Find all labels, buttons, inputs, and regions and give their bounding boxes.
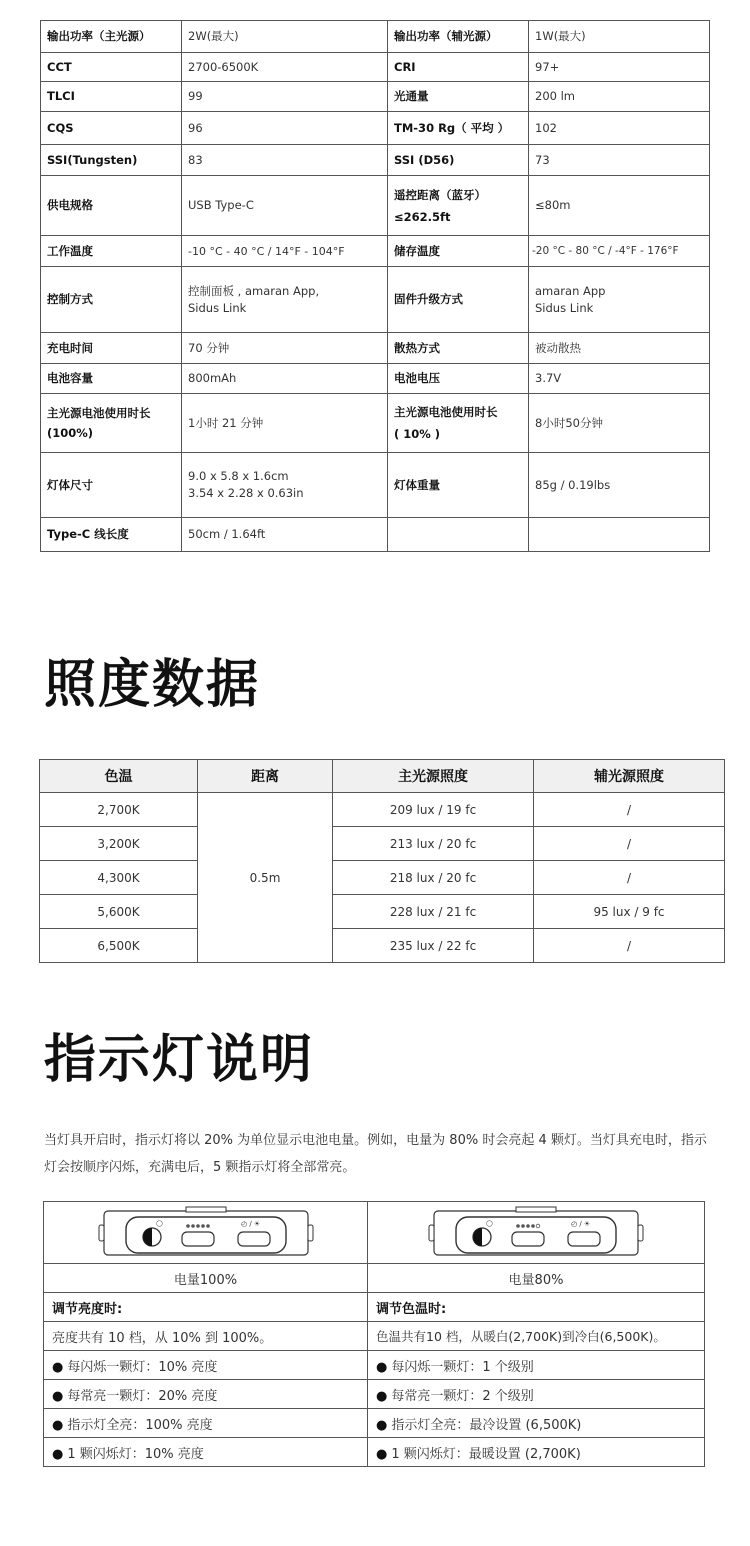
cell-distance: 0.5m [198, 793, 333, 963]
spec-label: TLCI [41, 82, 182, 112]
bullet-icon: ● [376, 1388, 388, 1404]
spec-label: TM-30 Rg（ 平均 ） [388, 112, 529, 145]
indicator-heading: 指示灯说明 [44, 1030, 315, 1090]
spec-label: 控制方式 [41, 267, 182, 333]
cell-main-lux: 218 lux / 20 fc [333, 861, 534, 895]
bullet-icon: ● [52, 1359, 64, 1375]
intro-row [44, 1322, 705, 1351]
spec-row [41, 82, 710, 112]
indicator-table [43, 1201, 705, 1467]
spec-label: 主光源电池使用时长 ( 10% ) [388, 394, 529, 453]
spec-row [41, 53, 710, 82]
table-row [40, 861, 725, 895]
spec-value: 99 [182, 82, 388, 112]
spec-value: 83 [182, 145, 388, 176]
cell-aux-lux: / [534, 827, 725, 861]
cell-aux-lux: 95 lux / 9 fc [534, 895, 725, 929]
spec-value: 97+ [529, 53, 710, 82]
battery-caption-right: 电量80% [368, 1264, 705, 1293]
spec-row [41, 176, 710, 236]
list-item [44, 1438, 705, 1467]
spec-value: 73 [529, 145, 710, 176]
cct-subheading: 调节色温时: [368, 1293, 705, 1322]
spec-label: 灯体尺寸 [41, 453, 182, 518]
spec-row [41, 145, 710, 176]
spec-row [41, 236, 710, 267]
spec-value: 1小时 21 分钟 [182, 394, 388, 453]
spec-value: 控制面板 , amaran App, Sidus Link [182, 267, 388, 333]
spec-value: USB Type-C [182, 176, 388, 236]
spec-row [41, 453, 710, 518]
cell-main-lux: 228 lux / 21 fc [333, 895, 534, 929]
spec-label: CQS [41, 112, 182, 145]
brightness-intro: 亮度共有 10 档，从 10% 到 100%。 [44, 1322, 368, 1351]
spec-label: SSI(Tungsten) [41, 145, 182, 176]
spec-label: 灯体重量 [388, 453, 529, 518]
spec-row [41, 364, 710, 394]
spec-value: 被动散热 [529, 333, 710, 364]
spec-label: 输出功率（主光源） [41, 21, 182, 53]
brightness-item: ● 1 颗闪烁灯：10% 亮度 [44, 1438, 368, 1467]
spec-row [41, 518, 710, 552]
table-row [40, 895, 725, 929]
cell-aux-lux: / [534, 793, 725, 827]
spec-label: CCT [41, 53, 182, 82]
cell-cct: 4,300K [40, 861, 198, 895]
spec-value: 200 lm [529, 82, 710, 112]
cct-item: ● 每闪烁一颗灯：1 个级别 [368, 1351, 705, 1380]
spec-label: CRI [388, 53, 529, 82]
spec-row [41, 267, 710, 333]
spec-label: 输出功率（辅光源） [388, 21, 529, 53]
spec-value: 1W(最大) [529, 21, 710, 53]
cell-main-lux: 213 lux / 20 fc [333, 827, 534, 861]
bullet-icon: ● [52, 1417, 64, 1433]
spec-label: SSI (D56) [388, 145, 529, 176]
list-item [44, 1380, 705, 1409]
svg-text:◯: ◯ [486, 1219, 493, 1227]
device-button-label: ◴ / ☀ [240, 1219, 260, 1228]
spec-value: 96 [182, 112, 388, 145]
brightness-item: ● 每闪烁一颗灯：10% 亮度 [44, 1351, 368, 1380]
device-cell-right [368, 1202, 705, 1264]
cell-aux-lux: / [534, 861, 725, 895]
device-cell-left [44, 1202, 368, 1264]
header-aux-lux: 辅光源照度 [534, 760, 725, 793]
spec-label: 散热方式 [388, 333, 529, 364]
spec-value [529, 518, 710, 552]
spec-row [41, 394, 710, 453]
cct-item: ● 指示灯全亮：最冷设置 (6,500K) [368, 1409, 705, 1438]
spec-value: 800mAh [182, 364, 388, 394]
subheading-row [44, 1293, 705, 1322]
table-row [40, 929, 725, 963]
illuminance-header-row [40, 760, 725, 793]
spec-label: 电池电压 [388, 364, 529, 394]
bullet-icon: ● [52, 1446, 64, 1462]
spec-value: 8小时50分钟 [529, 394, 710, 453]
device-illustration-full [96, 1205, 316, 1261]
table-row [40, 793, 725, 827]
cell-cct: 2,700K [40, 793, 198, 827]
spec-value: 85g / 0.19lbs [529, 453, 710, 518]
svg-text:◯: ◯ [155, 1219, 163, 1227]
battery-caption-left: 电量100% [44, 1264, 368, 1293]
caption-row [44, 1264, 705, 1293]
spec-label: 电池容量 [41, 364, 182, 394]
header-main-lux: 主光源照度 [333, 760, 534, 793]
spec-label: 固件升级方式 [388, 267, 529, 333]
spec-label: 充电时间 [41, 333, 182, 364]
spec-value: 2700-6500K [182, 53, 388, 82]
brightness-subheading: 调节亮度时: [44, 1293, 368, 1322]
spec-label: 储存温度 [388, 236, 529, 267]
cct-intro: 色温共有10 档，从暖白(2,700K)到冷白(6,500K)。 [368, 1322, 705, 1351]
brightness-item: ● 指示灯全亮：100% 亮度 [44, 1409, 368, 1438]
spec-row [41, 112, 710, 145]
spec-label: Type-C 线长度 [41, 518, 182, 552]
spec-label: 光通量 [388, 82, 529, 112]
spec-value: 50cm / 1.64ft [182, 518, 388, 552]
spec-value: 102 [529, 112, 710, 145]
spec-value: -10 °C - 40 °C / 14°F - 104°F [182, 236, 388, 267]
spec-value: amaran App Sidus Link [529, 267, 710, 333]
header-cct: 色温 [40, 760, 198, 793]
cell-cct: 5,600K [40, 895, 198, 929]
spec-value: 3.7V [529, 364, 710, 394]
spec-value: ≤80m [529, 176, 710, 236]
spec-table [40, 20, 710, 552]
list-item [44, 1351, 705, 1380]
illuminance-heading: 照度数据 [44, 655, 261, 715]
bullet-icon: ● [376, 1446, 388, 1462]
spec-row [41, 333, 710, 364]
cell-cct: 3,200K [40, 827, 198, 861]
spec-value: -20 °C - 80 °C / -4°F - 176°F [529, 236, 710, 267]
device-image-row [44, 1202, 705, 1264]
device-illustration-80 [426, 1205, 646, 1261]
spec-label [388, 518, 529, 552]
table-row [40, 827, 725, 861]
indicator-description: 当灯具开启时，指示灯将以 20% 为单位显示电池电量。例如，电量为 80% 时会亮起 4 颗灯。当灯具充电时，指示灯会按顺序闪烁，充满电后，5 颗指示灯将全部常亮。 [44, 1133, 707, 1175]
device-button-label: ◴ / ☀ [571, 1219, 591, 1228]
bullet-icon: ● [376, 1359, 388, 1375]
bullet-icon: ● [376, 1417, 388, 1433]
spec-label: 主光源电池使用时长 (100%) [41, 394, 182, 453]
illuminance-table [39, 759, 725, 963]
list-item [44, 1409, 705, 1438]
spec-value: 9.0 x 5.8 x 1.6cm 3.54 x 2.28 x 0.63in [182, 453, 388, 518]
spec-row [41, 21, 710, 53]
cct-item: ● 每常亮一颗灯：2 个级别 [368, 1380, 705, 1409]
cell-main-lux: 235 lux / 22 fc [333, 929, 534, 963]
bullet-icon: ● [52, 1388, 64, 1404]
spec-value: 2W(最大) [182, 21, 388, 53]
spec-label: 工作温度 [41, 236, 182, 267]
spec-value: 70 分钟 [182, 333, 388, 364]
cct-item: ● 1 颗闪烁灯：最暖设置 (2,700K) [368, 1438, 705, 1467]
cell-cct: 6,500K [40, 929, 198, 963]
header-distance: 距离 [198, 760, 333, 793]
brightness-item: ● 每常亮一颗灯：20% 亮度 [44, 1380, 368, 1409]
spec-label: 供电规格 [41, 176, 182, 236]
spec-label: 遥控距离（蓝牙） ≤262.5ft [388, 176, 529, 236]
cell-aux-lux: / [534, 929, 725, 963]
cell-main-lux: 209 lux / 19 fc [333, 793, 534, 827]
